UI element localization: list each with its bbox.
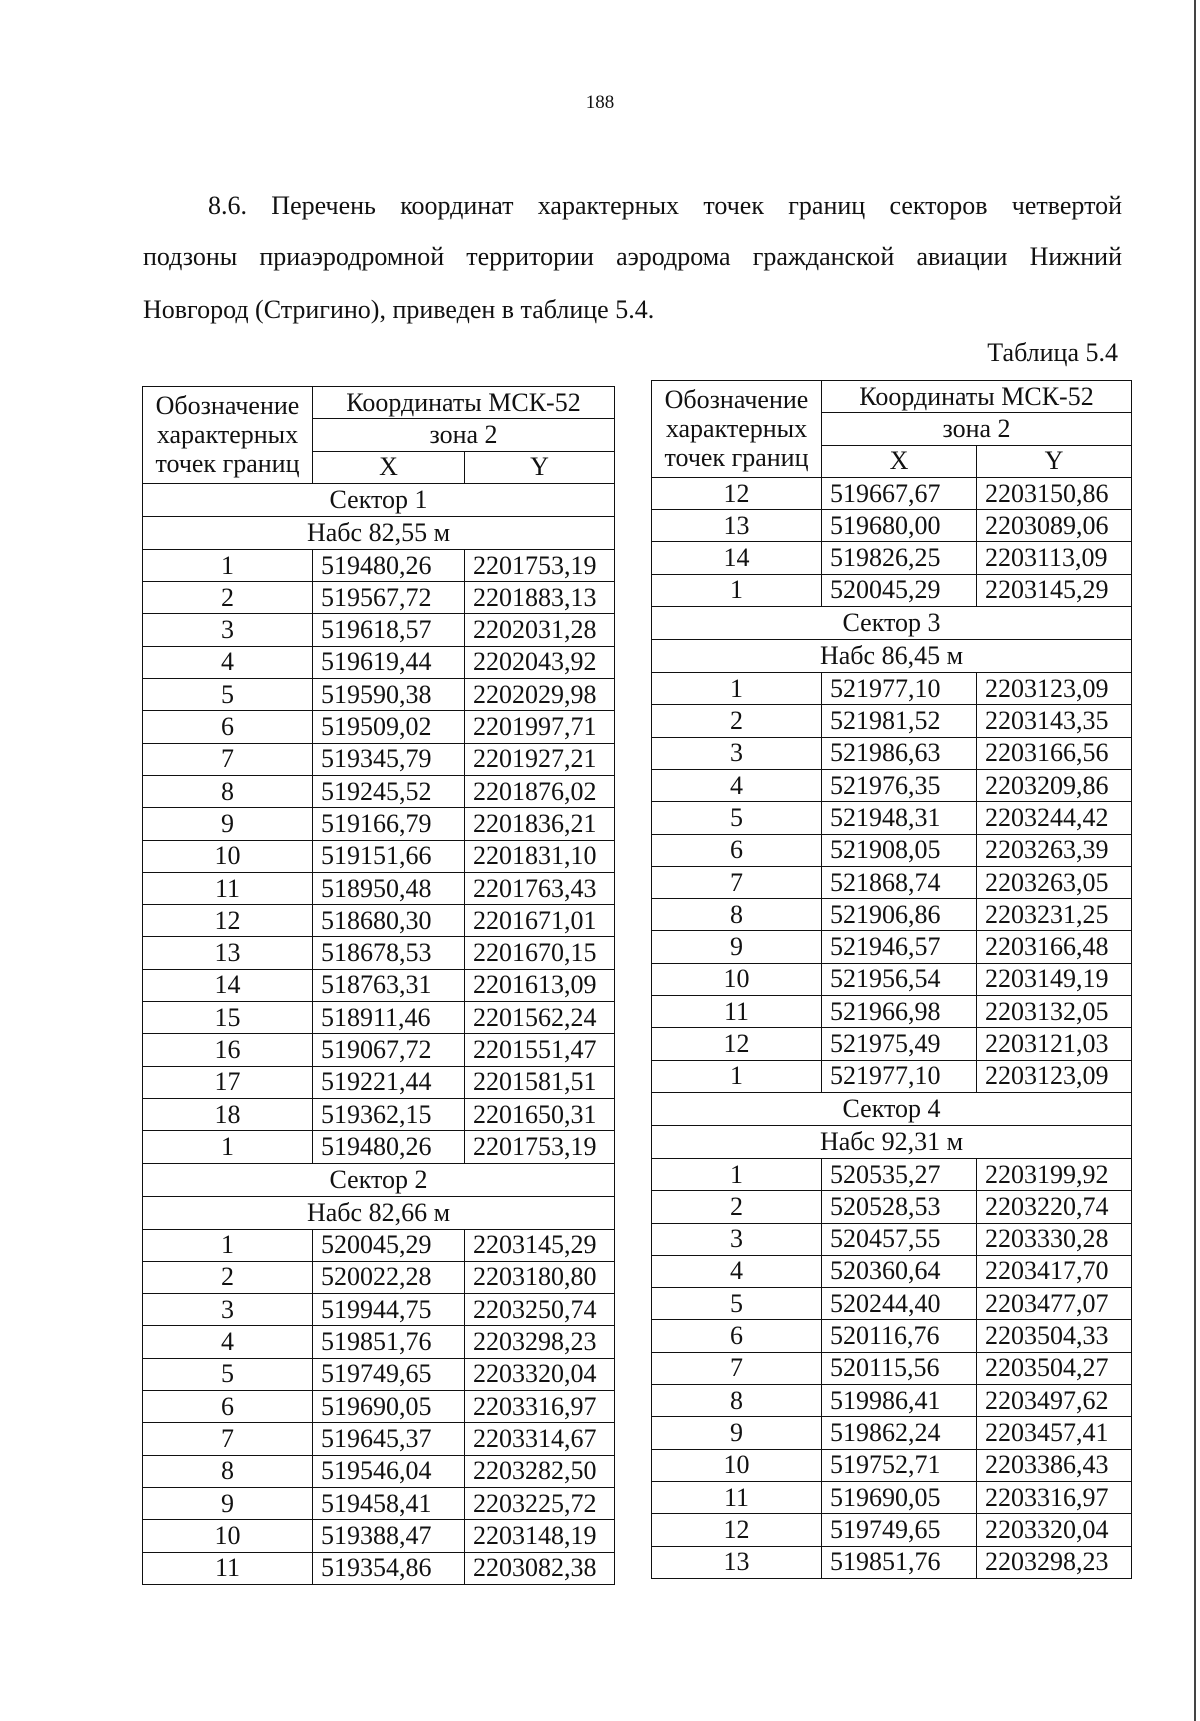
table-row (652, 1060, 1132, 1092)
x-coordinate: 520535,27 (822, 1158, 977, 1190)
table-row (143, 549, 615, 581)
x-coordinate: 519166,79 (313, 808, 465, 840)
y-coordinate: 2203123,09 (977, 673, 1132, 705)
x-coordinate: 521956,54 (822, 963, 977, 995)
table-row (143, 1066, 615, 1098)
y-coordinate: 2203504,27 (977, 1352, 1132, 1384)
x-coordinate: 521868,74 (822, 866, 977, 898)
point-number: 10 (143, 1520, 313, 1552)
x-coordinate: 521906,86 (822, 899, 977, 931)
x-coordinate: 519388,47 (313, 1520, 465, 1552)
table-row (652, 1320, 1132, 1352)
x-coordinate: 519245,52 (313, 775, 465, 807)
table-row (143, 1131, 615, 1163)
sector-title: Сектор 4 (652, 1092, 1132, 1125)
x-coordinate: 519345,79 (313, 743, 465, 775)
sector-title-row (652, 607, 1132, 640)
point-number: 13 (143, 937, 313, 969)
table-row (652, 477, 1132, 509)
page-number: 188 (585, 92, 615, 113)
table-row (652, 1255, 1132, 1287)
x-coordinate: 520045,29 (822, 574, 977, 606)
x-column-header: X (313, 451, 465, 483)
table-row (652, 769, 1132, 801)
y-coordinate: 2203113,09 (977, 542, 1132, 574)
y-coordinate: 2203225,72 (465, 1487, 615, 1519)
y-coordinate: 2203145,29 (465, 1229, 615, 1261)
y-coordinate: 2201831,10 (465, 840, 615, 872)
x-coordinate: 519826,25 (822, 542, 977, 574)
point-number: 4 (652, 1255, 822, 1287)
table-row (143, 1002, 615, 1034)
table-row (143, 969, 615, 1001)
table-row (143, 1326, 615, 1358)
x-coordinate: 519680,00 (822, 510, 977, 542)
y-coordinate: 2201753,19 (465, 1131, 615, 1163)
x-coordinate: 518950,48 (313, 872, 465, 904)
y-coordinate: 2202031,28 (465, 614, 615, 646)
x-column-header: X (822, 445, 977, 477)
table-row (652, 737, 1132, 769)
point-number: 6 (652, 1320, 822, 1352)
point-number: 11 (652, 1481, 822, 1513)
y-coordinate: 2203477,07 (977, 1288, 1132, 1320)
point-number: 9 (143, 1487, 313, 1519)
x-coordinate: 521977,10 (822, 1060, 977, 1092)
x-coordinate: 521976,35 (822, 769, 977, 801)
point-number: 11 (143, 872, 313, 904)
x-coordinate: 519618,57 (313, 614, 465, 646)
point-number: 14 (143, 969, 313, 1001)
x-coordinate: 519851,76 (822, 1546, 977, 1578)
table-row (143, 1455, 615, 1487)
x-coordinate: 521908,05 (822, 834, 977, 866)
x-coordinate: 520244,40 (822, 1288, 977, 1320)
coordinates-table-left (142, 386, 615, 1585)
y-coordinate: 2203121,03 (977, 1028, 1132, 1060)
table-row (143, 937, 615, 969)
x-coordinate: 519480,26 (313, 1131, 465, 1163)
y-coordinate: 2202029,98 (465, 679, 615, 711)
x-coordinate: 519667,67 (822, 477, 977, 509)
table-row (652, 1546, 1132, 1578)
header-label-line: Обозначение (664, 385, 809, 415)
sector-title: Сектор 1 (143, 483, 615, 516)
y-coordinate: 2201562,24 (465, 1002, 615, 1034)
table-row (143, 1034, 615, 1066)
point-number: 10 (143, 840, 313, 872)
table-row (143, 905, 615, 937)
y-coordinate: 2201876,02 (465, 775, 615, 807)
y-coordinate: 2202043,92 (465, 646, 615, 678)
x-coordinate: 519645,37 (313, 1423, 465, 1455)
table-row (143, 1520, 615, 1552)
y-coordinate: 2203132,05 (977, 996, 1132, 1028)
point-number: 4 (652, 769, 822, 801)
sector-height-row (652, 1125, 1132, 1158)
table-row (143, 614, 615, 646)
y-coordinate: 2201613,09 (465, 969, 615, 1001)
table-row (143, 1261, 615, 1293)
table-row (652, 899, 1132, 931)
y-coordinate: 2203089,06 (977, 510, 1132, 542)
x-coordinate: 520457,55 (822, 1223, 977, 1255)
table-row (652, 1223, 1132, 1255)
y-coordinate: 2203497,62 (977, 1385, 1132, 1417)
sector-height-row (143, 516, 615, 549)
x-coordinate: 518911,46 (313, 1002, 465, 1034)
point-number: 7 (652, 1352, 822, 1384)
y-coordinate: 2203150,86 (977, 477, 1132, 509)
paragraph-line-1: 8.6. Перечень координат характерных точек границ секторов четвертой (208, 191, 1122, 220)
y-coordinate: 2201836,21 (465, 808, 615, 840)
y-coordinate: 2203417,70 (977, 1255, 1132, 1287)
x-coordinate: 519151,66 (313, 840, 465, 872)
y-column-header: Y (465, 451, 615, 483)
table-row (143, 1098, 615, 1130)
x-coordinate: 519067,72 (313, 1034, 465, 1066)
point-number: 1 (143, 1131, 313, 1163)
point-number: 3 (652, 1223, 822, 1255)
y-coordinate: 2203220,74 (977, 1191, 1132, 1223)
point-number: 4 (143, 646, 313, 678)
y-coordinate: 2203199,92 (977, 1158, 1132, 1190)
y-coordinate: 2201997,71 (465, 711, 615, 743)
y-coordinate: 2203316,97 (465, 1391, 615, 1423)
point-number: 6 (652, 834, 822, 866)
y-coordinate: 2203282,50 (465, 1455, 615, 1487)
table-row (143, 711, 615, 743)
point-number: 18 (143, 1098, 313, 1130)
point-number: 1 (143, 549, 313, 581)
y-coordinate: 2201551,47 (465, 1034, 615, 1066)
x-coordinate: 519480,26 (313, 549, 465, 581)
table-row (143, 1294, 615, 1326)
point-number: 16 (143, 1034, 313, 1066)
x-coordinate: 519221,44 (313, 1066, 465, 1098)
point-number: 12 (652, 477, 822, 509)
table-row (143, 872, 615, 904)
point-number: 7 (652, 866, 822, 898)
x-coordinate: 520360,64 (822, 1255, 977, 1287)
point-number: 9 (652, 931, 822, 963)
x-coordinate: 519458,41 (313, 1487, 465, 1519)
table-row (652, 1288, 1132, 1320)
coordinates-table-right (651, 380, 1132, 1579)
point-number: 3 (652, 737, 822, 769)
table-row (652, 1191, 1132, 1223)
point-number: 12 (652, 1514, 822, 1546)
point-number: 1 (652, 1158, 822, 1190)
header-label-line: характерных (665, 414, 808, 444)
point-number: 8 (143, 1455, 313, 1487)
point-number: 11 (143, 1552, 313, 1584)
paragraph-line-3: Новгород (Стригино), приведен в таблице 5.4. (143, 295, 655, 324)
table-row (652, 542, 1132, 574)
point-number: 8 (143, 775, 313, 807)
x-coordinate: 519749,65 (822, 1514, 977, 1546)
x-coordinate: 519354,86 (313, 1552, 465, 1584)
x-coordinate: 520528,53 (822, 1191, 977, 1223)
sector-height: Набс 82,66 м (143, 1196, 615, 1229)
y-coordinate: 2201763,43 (465, 872, 615, 904)
point-number: 12 (652, 1028, 822, 1060)
x-coordinate: 519986,41 (822, 1385, 977, 1417)
table-row (652, 574, 1132, 606)
y-coordinate: 2203123,09 (977, 1060, 1132, 1092)
y-coordinate: 2203231,25 (977, 899, 1132, 931)
table-row (652, 1028, 1132, 1060)
sector-title-row (143, 483, 615, 516)
sector-title-row (652, 1092, 1132, 1125)
scan-edge-line (1194, 0, 1196, 1721)
table-row (652, 705, 1132, 737)
table-row (652, 996, 1132, 1028)
table-row (652, 1417, 1132, 1449)
y-coordinate: 2203263,05 (977, 866, 1132, 898)
x-coordinate: 520116,76 (822, 1320, 977, 1352)
x-coordinate: 518678,53 (313, 937, 465, 969)
table-row (143, 679, 615, 711)
point-number: 8 (652, 1385, 822, 1417)
table-row (143, 646, 615, 678)
sector-height: Набс 82,55 м (143, 516, 615, 549)
point-number: 13 (652, 1546, 822, 1578)
x-coordinate: 519509,02 (313, 711, 465, 743)
table-header-row (652, 381, 1132, 413)
point-number: 2 (652, 1191, 822, 1223)
table-row (143, 743, 615, 775)
table-row (652, 834, 1132, 866)
table-row (652, 510, 1132, 542)
x-coordinate: 519749,65 (313, 1358, 465, 1390)
point-number: 12 (143, 905, 313, 937)
table-row (652, 1449, 1132, 1481)
sector-height: Набс 92,31 м (652, 1125, 1132, 1158)
table-row (652, 1385, 1132, 1417)
point-number: 15 (143, 1002, 313, 1034)
y-coordinate: 2203082,38 (465, 1552, 615, 1584)
y-coordinate: 2201927,21 (465, 743, 615, 775)
y-coordinate: 2203298,23 (977, 1546, 1132, 1578)
table-row (143, 582, 615, 614)
sector-height-row (652, 640, 1132, 673)
y-coordinate: 2203320,04 (465, 1358, 615, 1390)
x-coordinate: 519619,44 (313, 646, 465, 678)
point-number: 8 (652, 899, 822, 931)
y-coordinate: 2203504,33 (977, 1320, 1132, 1352)
table-row (652, 1514, 1132, 1546)
point-designation-header (652, 381, 822, 478)
point-number: 3 (143, 1294, 313, 1326)
coordinates-header-zone: зона 2 (822, 413, 1132, 445)
point-number: 1 (652, 1060, 822, 1092)
y-coordinate: 2203209,86 (977, 769, 1132, 801)
point-number: 2 (143, 1261, 313, 1293)
table-caption: Таблица 5.4 (987, 338, 1118, 367)
y-coordinate: 2201671,01 (465, 905, 615, 937)
point-number: 6 (143, 1391, 313, 1423)
y-column-header: Y (977, 445, 1132, 477)
y-coordinate: 2203263,39 (977, 834, 1132, 866)
x-coordinate: 519690,05 (313, 1391, 465, 1423)
y-coordinate: 2203298,23 (465, 1326, 615, 1358)
sector-height-row (143, 1196, 615, 1229)
x-coordinate: 519851,76 (313, 1326, 465, 1358)
x-coordinate: 519944,75 (313, 1294, 465, 1326)
x-coordinate: 521946,57 (822, 931, 977, 963)
x-coordinate: 520115,56 (822, 1352, 977, 1384)
x-coordinate: 519752,71 (822, 1449, 977, 1481)
point-number: 3 (143, 614, 313, 646)
table-row (652, 1481, 1132, 1513)
x-coordinate: 518680,30 (313, 905, 465, 937)
y-coordinate: 2203244,42 (977, 802, 1132, 834)
x-coordinate: 520045,29 (313, 1229, 465, 1261)
y-coordinate: 2203316,97 (977, 1481, 1132, 1513)
x-coordinate: 519862,24 (822, 1417, 977, 1449)
y-coordinate: 2203149,19 (977, 963, 1132, 995)
table-row (143, 1358, 615, 1390)
y-coordinate: 2201753,19 (465, 549, 615, 581)
coordinates-header-title: Координаты МСК-52 (822, 381, 1132, 413)
x-coordinate: 521977,10 (822, 673, 977, 705)
x-coordinate: 521966,98 (822, 996, 977, 1028)
table-row (652, 1352, 1132, 1384)
table-row (652, 866, 1132, 898)
point-number: 11 (652, 996, 822, 1028)
paragraph-line-2: подзоны приаэродромной территории аэродрома гражданской авиации Нижний (143, 242, 1122, 271)
x-coordinate: 521975,49 (822, 1028, 977, 1060)
point-number: 5 (143, 1358, 313, 1390)
y-coordinate: 2203330,28 (977, 1223, 1132, 1255)
table-row (143, 1552, 615, 1584)
y-coordinate: 2203457,41 (977, 1417, 1132, 1449)
y-coordinate: 2203166,56 (977, 737, 1132, 769)
point-number: 7 (143, 743, 313, 775)
sector-title-row (143, 1163, 615, 1196)
y-coordinate: 2203180,80 (465, 1261, 615, 1293)
point-number: 5 (143, 679, 313, 711)
x-coordinate: 519546,04 (313, 1455, 465, 1487)
coordinates-table-left-body (143, 387, 615, 1585)
table-row (143, 775, 615, 807)
table-row (143, 1487, 615, 1519)
y-coordinate: 2203145,29 (977, 574, 1132, 606)
table-row (652, 1158, 1132, 1190)
sector-title: Сектор 2 (143, 1163, 615, 1196)
y-coordinate: 2201581,51 (465, 1066, 615, 1098)
y-coordinate: 2201883,13 (465, 582, 615, 614)
y-coordinate: 2203148,19 (465, 1520, 615, 1552)
y-coordinate: 2203314,67 (465, 1423, 615, 1455)
point-number: 5 (652, 802, 822, 834)
table-row (143, 808, 615, 840)
x-coordinate: 519690,05 (822, 1481, 977, 1513)
x-coordinate: 518763,31 (313, 969, 465, 1001)
y-coordinate: 2201670,15 (465, 937, 615, 969)
point-number: 5 (652, 1288, 822, 1320)
table-row (143, 1423, 615, 1455)
table-row (652, 931, 1132, 963)
x-coordinate: 520022,28 (313, 1261, 465, 1293)
x-coordinate: 519567,72 (313, 582, 465, 614)
x-coordinate: 521981,52 (822, 705, 977, 737)
point-number: 9 (652, 1417, 822, 1449)
table-row (143, 1229, 615, 1261)
point-number: 6 (143, 711, 313, 743)
point-number: 1 (652, 673, 822, 705)
point-number: 1 (652, 574, 822, 606)
y-coordinate: 2201650,31 (465, 1098, 615, 1130)
table-row (652, 963, 1132, 995)
coordinates-table-right-body (652, 381, 1132, 1579)
header-label-line: характерных (156, 420, 299, 450)
point-number: 2 (143, 582, 313, 614)
point-number: 13 (652, 510, 822, 542)
sector-title: Сектор 3 (652, 607, 1132, 640)
table-row (143, 1391, 615, 1423)
table-row (143, 840, 615, 872)
x-coordinate: 521948,31 (822, 802, 977, 834)
sector-height: Набс 86,45 м (652, 640, 1132, 673)
point-number: 10 (652, 1449, 822, 1481)
x-coordinate: 519590,38 (313, 679, 465, 711)
header-label-line: точек границ (155, 449, 300, 479)
point-number: 7 (143, 1423, 313, 1455)
header-label-line: точек границ (664, 443, 809, 473)
coordinates-header-title: Координаты МСК-52 (313, 387, 615, 419)
point-number: 9 (143, 808, 313, 840)
header-label-line: Обозначение (155, 391, 300, 421)
x-coordinate: 519362,15 (313, 1098, 465, 1130)
table-row (652, 802, 1132, 834)
table-row (652, 673, 1132, 705)
table-header-row (143, 387, 615, 419)
point-designation-header (143, 387, 313, 484)
point-number: 4 (143, 1326, 313, 1358)
point-number: 2 (652, 705, 822, 737)
y-coordinate: 2203166,48 (977, 931, 1132, 963)
x-coordinate: 521986,63 (822, 737, 977, 769)
y-coordinate: 2203143,35 (977, 705, 1132, 737)
y-coordinate: 2203250,74 (465, 1294, 615, 1326)
coordinates-header-zone: зона 2 (313, 419, 615, 451)
y-coordinate: 2203386,43 (977, 1449, 1132, 1481)
point-number: 10 (652, 963, 822, 995)
point-number: 14 (652, 542, 822, 574)
point-number: 17 (143, 1066, 313, 1098)
y-coordinate: 2203320,04 (977, 1514, 1132, 1546)
point-number: 1 (143, 1229, 313, 1261)
